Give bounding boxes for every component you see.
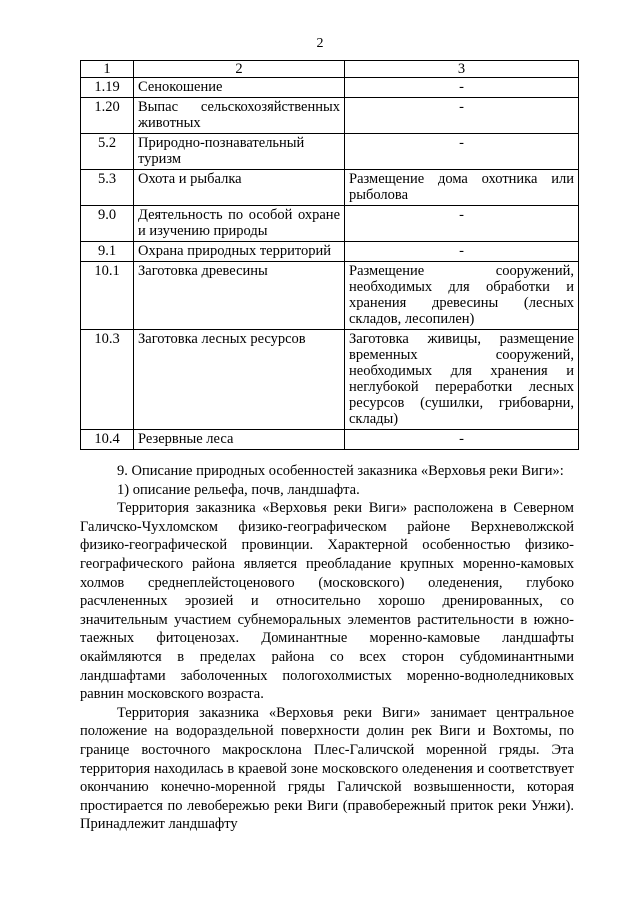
row-code: 5.2 [81,134,134,170]
row-name: Природно-познавательный туризм [134,134,345,170]
row-name: Сенокошение [134,78,345,98]
row-name: Деятельность по особой охране и изучению природы [134,206,345,242]
table-row [81,98,579,134]
row-note: Заготовка живицы, размещение временных сооружений, необходимых для хранения и неглубокой переработки лесных ресурсов (сушилки, грибоварни, склады) [345,330,579,430]
header-cell-code: 1 [81,61,134,78]
table-header-row [81,61,579,78]
table-row [81,170,579,206]
row-note: - [345,206,579,242]
paragraph: Территория заказника «Верховья реки Виги» расположена в Северном Галичско-Чухломском физико-географическом районе Верхневолжской физико-географической провинции. Характерной особенностью физико-географического района является преобладание крупных моренно-камовых холмов среднеплейстоценового (московского) оледенения, глубоко расчлененных эрозией и относительно хорошо дренированных, со значительным участием субнеморальных элементов растительности в южно-таежных фитоценозах. Доминантные моренно-камовые ландшафты окаймляются в пределах района со всех сторон субдоминантными ландшафтами заболоченных пологохолмистых моренно-водноледниковых равнин московского возраста. [80,500,574,703]
row-note: - [345,242,579,262]
row-code: 5.3 [81,170,134,206]
row-code: 1.19 [81,78,134,98]
row-note: - [345,78,579,98]
table-row [81,134,579,170]
paragraph: Территория заказника «Верховья реки Виги» занимает центральное положение на водораздельной поверхности долин рек Виги и Вохтомы, по границе восточного макросклона Плес-Галичской моренной гряды. Эта территория находилась в краевой зоне московского оледенения и соответствует окончанию конечно-моренной гряды Галичской возвышенности, которая простирается по левобережью реки Виги (правобережный приток реки Унжи). Принадлежит ландшафту [80,704,574,833]
row-name: Выпас сельскохозяйственных животных [134,98,345,134]
table-row [81,206,579,242]
table-row [81,430,579,450]
row-code: 1.20 [81,98,134,134]
header-cell-name: 2 [134,61,345,78]
row-note: - [345,430,579,450]
table-row [81,262,579,330]
row-code: 9.1 [81,242,134,262]
page-number: 2 [316,36,324,51]
row-code: 10.1 [81,262,134,330]
header-cell-note: 3 [345,61,579,78]
row-name: Охрана природных территорий [134,242,345,262]
row-note: Размещение дома охотника или рыболова [345,170,579,206]
row-name: Охота и рыбалка [134,170,345,206]
row-code: 10.4 [81,430,134,450]
row-name: Заготовка древесины [134,262,345,330]
row-name: Заготовка лесных ресурсов [134,330,345,430]
row-note: - [345,134,579,170]
section-heading: 9. Описание природных особенностей заказника «Верховья реки Виги»: [117,463,564,479]
land-use-table [80,60,579,450]
row-code: 10.3 [81,330,134,430]
body-text [80,462,574,834]
table-row [81,330,579,430]
row-note: Размещение сооружений, необходимых для обработки и хранения древесины (лесных складов, лесопилен) [345,262,579,330]
table-row [81,78,579,98]
row-name: Резервные леса [134,430,345,450]
table-row [81,242,579,262]
row-code: 9.0 [81,206,134,242]
subsection-heading: 1) описание рельефа, почв, ландшафта. [117,481,360,498]
row-note: - [345,98,579,134]
